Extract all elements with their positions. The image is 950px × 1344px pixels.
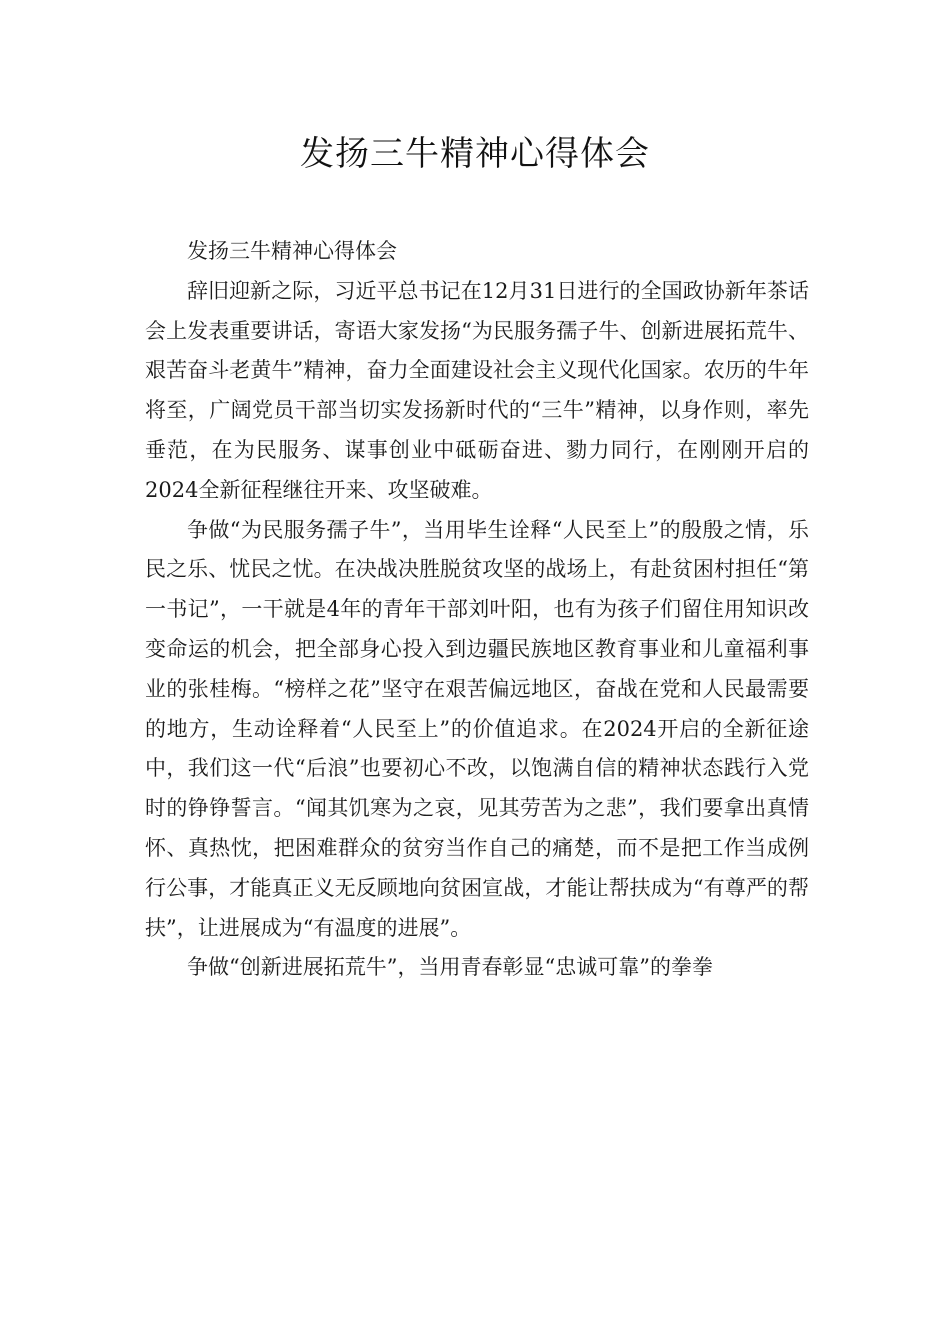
- body-paragraph: 争做“为民服务孺子牛”，当用毕生诠释“人民至上”的殷殷之情，乐民之乐、忧民之忧。在决战决胜脱贫攻坚的战场上，有赴贫困村担任“第一书记”，一干就是4年的青年干部刘叶阳，也有为孩子们留住用知识改变命运的机会，把全部身心投入到边疆民族地区教育事业和儿童福利事业的张桂梅。“榜样之花”坚守在艰苦偏远地区，奋战在党和人民最需要的地方，生动诠释着“人民至上”的价值追求。在2024开启的全新征途中，我们这一代“后浪”也要初心不改，以饱满自信的精神状态践行入党时的铮铮誓言。“闻其饥寒为之哀，见其劳苦为之悲”，我们要拿出真情怀、真热忱，把困难群众的贫穷当作自己的痛楚，而不是把工作当成例行公事，才能真正义无反顾地向贫困宣战，才能让帮扶成为“有尊严的帮扶”，让进展成为“有温度的进展”。: [145, 517, 809, 940]
- body-paragraph: 争做“创新进展拓荒牛”，当用青春彰显“忠诚可靠”的拳拳: [187, 955, 713, 980]
- body-paragraph: 发扬三牛精神心得体会: [187, 239, 397, 263]
- document-title: 发扬三牛精神心得体会: [300, 134, 650, 174]
- document-body: [145, 232, 809, 988]
- body-paragraph: 辞旧迎新之际，习近平总书记在12月31日进行的全国政协新年茶话会上发表重要讲话，寄语大家发扬“为民服务孺子牛、创新进展拓荒牛、艰苦奋斗老黄牛”精神，奋力全面建设社会主义现代化国家。农历的牛年将至，广阔党员干部当切实发扬新时代的“三牛”精神，以身作则，率先垂范，在为民服务、谋事创业中砥砺奋进、勠力同行，在刚刚开启的2024全新征程继往开来、攻坚破难。: [145, 278, 809, 502]
